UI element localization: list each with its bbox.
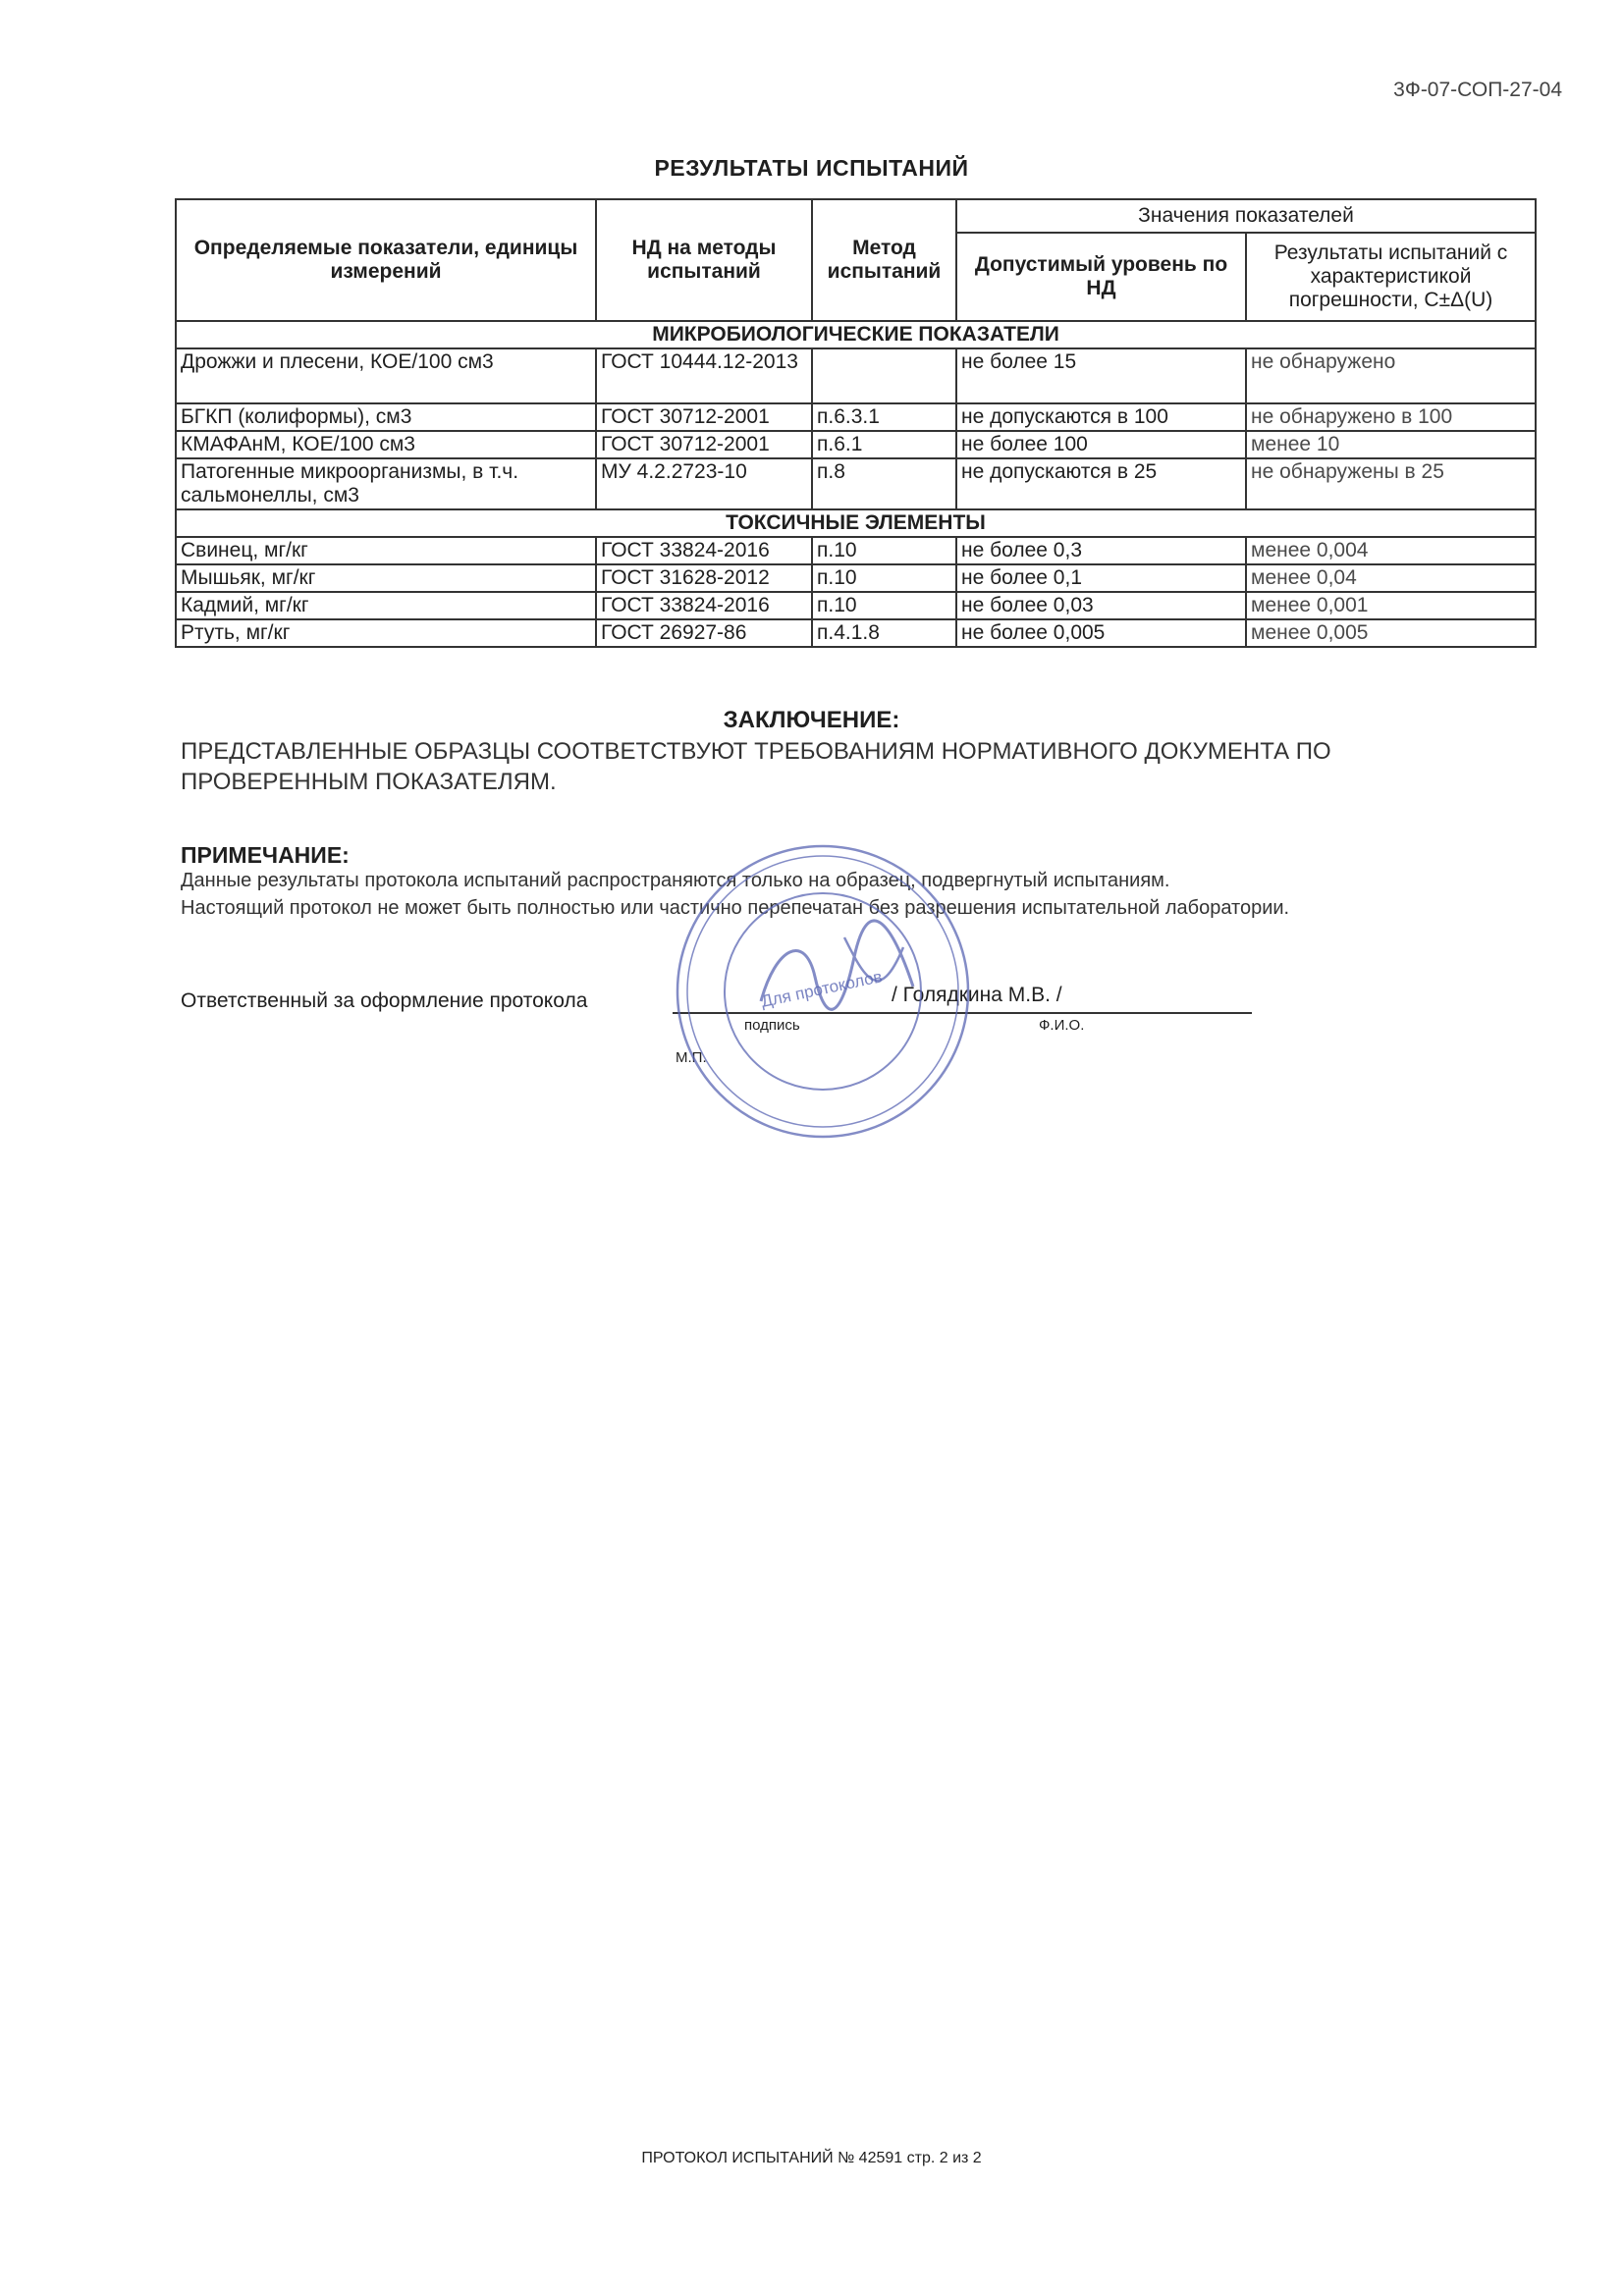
header-values-group: Значения показателей — [956, 199, 1536, 233]
table-row — [176, 619, 1536, 647]
cell-indicator: КМАФАнМ, КОЕ/100 см3 — [176, 431, 596, 458]
document-code: 3Ф-07-СОП-27-04 — [1393, 79, 1562, 101]
cell-allowed: не более 15 — [956, 348, 1246, 403]
cell-indicator: Патогенные микроорганизмы, в т.ч. сальмонеллы, см3 — [176, 458, 596, 509]
header-indicator: Определяемые показатели, единицы измерений — [176, 199, 596, 321]
cell-allowed: не более 0,3 — [956, 537, 1246, 564]
page-title: РЕЗУЛЬТАТЫ ИСПЫТАНИЙ — [654, 155, 969, 181]
cell-method: п.10 — [812, 564, 956, 592]
section-row-microbiological — [176, 321, 1536, 348]
responsible-name: / Голядкина М.В. / — [892, 984, 1062, 1006]
section-row-toxic-elements — [176, 509, 1536, 537]
cell-indicator: Ртуть, мг/кг — [176, 619, 596, 647]
cell-indicator: Дрожжи и плесени, КОЕ/100 см3 — [176, 348, 596, 403]
header-results: Результаты испытаний с характеристикой погрешности, С±Δ(U) — [1246, 233, 1536, 321]
table-row — [176, 592, 1536, 619]
cell-method: п.10 — [812, 592, 956, 619]
header-method: Метод испытаний — [812, 199, 956, 321]
cell-method: п.6.1 — [812, 431, 956, 458]
cell-method: п.6.3.1 — [812, 403, 956, 431]
fio-caption: Ф.И.О. — [1039, 1017, 1085, 1034]
cell-method: п.10 — [812, 537, 956, 564]
section-title: ТОКСИЧНЫЕ ЭЛЕМЕНТЫ — [176, 509, 1536, 537]
conclusion-text: ПРЕДСТАВЛЕННЫЕ ОБРАЗЦЫ СООТВЕТСТВУЮТ ТРЕБОВАНИЯМ НОРМАТИВНОГО ДОКУМЕНТА ПО ПРОВЕРЕННЫМ ПОКАЗАТЕЛЯМ. — [181, 738, 1331, 795]
stamp-center-text: Для протоколов — [759, 967, 885, 1011]
table-row — [176, 458, 1536, 509]
responsible-label: Ответственный за оформление протокола — [181, 989, 588, 1012]
cell-allowed: не более 0,1 — [956, 564, 1246, 592]
cell-result: менее 0,005 — [1246, 619, 1536, 647]
cell-allowed: не более 0,03 — [956, 592, 1246, 619]
table-header-row — [176, 199, 1536, 233]
note-title: ПРИМЕЧАНИЕ: — [181, 842, 350, 868]
cell-method: п.8 — [812, 458, 956, 509]
header-allowed: Допустимый уровень по НД — [956, 233, 1246, 321]
conclusion-title: ЗАКЛЮЧЕНИЕ: — [723, 707, 900, 733]
cell-indicator: БГКП (колиформы), см3 — [176, 403, 596, 431]
cell-nd: ГОСТ 31628-2012 — [596, 564, 812, 592]
section-title: МИКРОБИОЛОГИЧЕСКИЕ ПОКАЗАТЕЛИ — [176, 321, 1536, 348]
cell-method: п.4.1.8 — [812, 619, 956, 647]
table-row — [176, 348, 1536, 403]
cell-result: менее 10 — [1246, 431, 1536, 458]
table-row — [176, 537, 1536, 564]
cell-indicator: Кадмий, мг/кг — [176, 592, 596, 619]
cell-nd: МУ 4.2.2723-10 — [596, 458, 812, 509]
stamp-place-label: М.П. — [676, 1049, 707, 1066]
cell-nd: ГОСТ 26927-86 — [596, 619, 812, 647]
cell-nd: ГОСТ 33824-2016 — [596, 537, 812, 564]
table-row — [176, 564, 1536, 592]
note-line-2: Настоящий протокол не может быть полностью или частично перепечатан без разрешения испытательной лаборатории. — [181, 897, 1290, 919]
cell-result: не обнаружено в 100 — [1246, 403, 1536, 431]
cell-allowed: не допускаются в 100 — [956, 403, 1246, 431]
note-line-1: Данные результаты протокола испытаний распространяются только на образец, подвергнутый испытаниям. — [181, 870, 1170, 891]
stamp-seal-icon — [668, 839, 977, 1144]
cell-result: менее 0,04 — [1246, 564, 1536, 592]
cell-indicator: Мышьяк, мг/кг — [176, 564, 596, 592]
cell-result: не обнаружено — [1246, 348, 1536, 403]
signature-caption: подпись — [744, 1017, 800, 1034]
cell-allowed: не более 0,005 — [956, 619, 1246, 647]
cell-allowed: не допускаются в 25 — [956, 458, 1246, 509]
page-footer: ПРОТОКОЛ ИСПЫТАНИЙ № 42591 стр. 2 из 2 — [641, 2150, 982, 2166]
results-table — [175, 198, 1537, 648]
cell-method — [812, 348, 956, 403]
header-nd-methods: НД на методы испытаний — [596, 199, 812, 321]
cell-result: не обнаружены в 25 — [1246, 458, 1536, 509]
cell-nd: ГОСТ 10444.12-2013 — [596, 348, 812, 403]
table-row — [176, 431, 1536, 458]
cell-nd: ГОСТ 30712-2001 — [596, 431, 812, 458]
cell-allowed: не более 100 — [956, 431, 1246, 458]
cell-result: менее 0,004 — [1246, 537, 1536, 564]
cell-indicator: Свинец, мг/кг — [176, 537, 596, 564]
cell-nd: ГОСТ 30712-2001 — [596, 403, 812, 431]
cell-nd: ГОСТ 33824-2016 — [596, 592, 812, 619]
cell-result: менее 0,001 — [1246, 592, 1536, 619]
table-row — [176, 403, 1536, 431]
